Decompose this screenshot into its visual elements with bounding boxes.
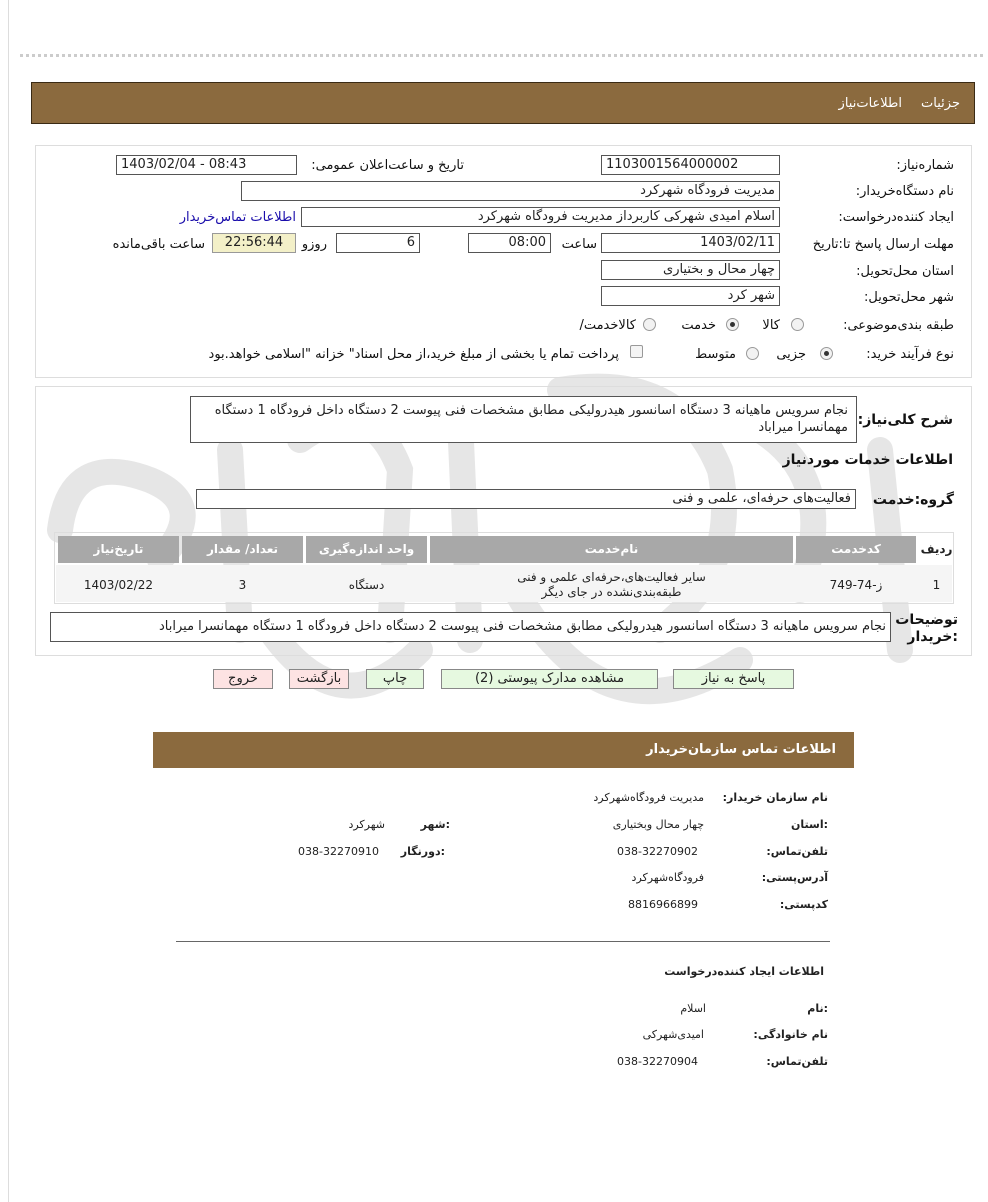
province-field: چهار محال و بختیاری: [601, 260, 780, 280]
header-bar: [31, 82, 975, 124]
page-left-rule: [8, 0, 9, 1202]
contact-address-value: فرودگاه‌شهرکرد: [631, 871, 704, 884]
category-radio-service[interactable]: [726, 318, 739, 331]
row-unit: دستگاه: [348, 578, 385, 592]
creator-phone-label: تلفن‌تماس:: [766, 1055, 828, 1068]
creator-family-value: امیدی‌شهرکی: [642, 1028, 704, 1041]
remaining-label: ساعت باقی‌مانده: [112, 237, 205, 252]
contact-province-value: چهار محال وبختیاری: [612, 818, 704, 831]
process-radio-medium[interactable]: [746, 347, 759, 360]
tab-details[interactable]: جزئیات: [921, 96, 960, 111]
row-need-date: 1403/02/22: [83, 578, 154, 592]
contact-fax-label: :دورنگار: [400, 845, 445, 858]
table-header-unit: واحد اندازه‌گیری: [306, 536, 427, 563]
contact-divider: [176, 941, 830, 942]
announce-date-field: 1403/02/04 - 08:43: [116, 155, 297, 175]
contact-postal-value: 8816966899: [628, 898, 698, 911]
remaining-time-field: 22:56:44: [212, 233, 296, 253]
print-button[interactable]: چاپ: [366, 669, 424, 689]
days-field: 6: [336, 233, 420, 253]
contact-city-label: :شهر: [420, 818, 450, 831]
contact-section-header: [153, 732, 854, 768]
tab-need-info[interactable]: اطلاعات‌نیاز: [838, 96, 902, 111]
creator-section-title: اطلاعات ایجاد کننده‌درخواست: [664, 965, 824, 978]
buyer-notes-text: نجام سرویس ماهیانه 3 دستگاه اسانسور هیدرولیکی مطابق مشخصات فنی پیوست 2 دستگاه داخل فرودگاه 1 دستگاه مهمانسرا میراباد: [50, 612, 891, 642]
process-option-minor: جزیی: [776, 347, 806, 362]
category-option-goods-service: کالاخدمت/: [579, 318, 636, 333]
view-attachments-button[interactable]: مشاهده مدارک پیوستی (2): [441, 669, 658, 689]
row-service-name-line2: طبقه‌بندی‌نشده در جای دیگر: [541, 585, 682, 599]
table-header-need-date: تاریخ‌نیاز: [58, 536, 179, 563]
table-header-service-name: نام‌خدمت: [430, 536, 793, 563]
back-button[interactable]: بازگشت: [289, 669, 349, 689]
exit-button[interactable]: خروج: [213, 669, 273, 689]
contact-org-label: نام سازمان خریدار:: [722, 791, 828, 804]
deadline-hour-label: ساعت: [561, 237, 597, 252]
contact-fax-value: 038-32270910: [298, 845, 379, 858]
process-radio-minor[interactable]: [820, 347, 833, 360]
treasury-payment-checkbox[interactable]: [630, 345, 643, 358]
deadline-label: مهلت ارسال پاسخ تا:تاریخ: [812, 237, 954, 252]
contact-city-value: شهرکرد: [348, 818, 385, 831]
buyer-org-label: نام دستگاه‌خریدار:: [855, 184, 954, 199]
category-label: طبقه بندی‌موضوعی:: [843, 318, 954, 333]
description-label: شرح کلی‌نیاز:: [857, 412, 953, 428]
contact-org-value: مدیریت فرودگاه‌شهرکرد: [593, 791, 704, 804]
group-field: فعالیت‌های حرفه‌ای، علمی و فنی: [196, 489, 856, 509]
contact-province-label: :استان: [791, 818, 828, 831]
row-service-name-line1: سایر فعالیت‌های،حرفه‌ای علمی و فنی: [517, 570, 706, 584]
buyer-notes-label-line1: توضیحات: [895, 612, 958, 628]
services-section-title: اطلاعات خدمات موردنیاز: [782, 452, 953, 468]
row-quantity: 3: [238, 578, 247, 592]
category-radio-goods[interactable]: [791, 318, 804, 331]
need-info-panel: [35, 145, 972, 378]
buyer-org-field: مدیریت فرودگاه شهرکرد: [241, 181, 780, 201]
city-label: شهر محل‌تحویل:: [864, 290, 954, 305]
creator-family-label: نام خانوادگی:: [753, 1028, 828, 1041]
reply-button[interactable]: پاسخ به نیاز: [673, 669, 794, 689]
buyer-contact-link[interactable]: اطلاعات تماس‌خریدار: [179, 210, 296, 225]
table-header-quantity: تعداد/ مقدار: [182, 536, 303, 563]
need-number-field: 1103001564000002: [601, 155, 780, 175]
contact-section-title: اطلاعات تماس سازمان‌خریدار: [646, 742, 836, 757]
row-service-code: ز-74-749: [829, 578, 883, 592]
category-radio-goods-service[interactable]: [643, 318, 656, 331]
group-label: گروه:خدمت: [872, 492, 954, 508]
top-dotted-divider: [20, 54, 983, 57]
province-label: استان محل‌تحویل:: [856, 264, 954, 279]
creator-phone-value: 038-32270904: [617, 1055, 698, 1068]
contact-address-label: آدرس‌پستی:: [761, 871, 828, 884]
description-text: نجام سرویس ماهیانه 3 دستگاه اسانسور هیدرولیکی مطابق مشخصات فنی پیوست 2 دستگاه داخل فرودگاه 1 دستگاه مهمانسرا میراباد: [190, 396, 857, 443]
days-label: روزو: [301, 237, 327, 252]
announce-label: تاریخ و ساعت‌اعلان عمومی:: [311, 158, 464, 173]
need-number-label: شماره‌نیاز:: [896, 158, 954, 173]
buyer-notes-label-line2: :خریدار: [907, 629, 958, 645]
contact-phone-value: 038-32270902: [617, 845, 698, 858]
deadline-hour-field: 08:00: [468, 233, 551, 253]
contact-postal-label: کد‌پستی:: [779, 898, 828, 911]
row-index: 1: [932, 578, 941, 592]
deadline-date-field: 1403/02/11: [601, 233, 780, 253]
requester-label: ایجاد کننده‌درخواست:: [838, 210, 954, 225]
city-field: شهر کرد: [601, 286, 780, 306]
process-label: نوع فرآیند خرید:: [866, 347, 954, 362]
process-option-medium: متوسط: [695, 347, 736, 362]
category-option-goods: کالا: [762, 318, 780, 333]
category-option-service: خدمت: [681, 318, 716, 333]
creator-name-label: :نام: [807, 1002, 828, 1015]
creator-name-value: اسلام: [680, 1002, 706, 1015]
contact-phone-label: تلفن‌تماس:: [766, 845, 828, 858]
treasury-payment-note: پرداخت تمام یا بخشی از مبلغ خرید،از محل اسناد" خزانه "اسلامی خواهد.بود: [208, 347, 619, 362]
table-header-row-number: ردیف: [920, 542, 953, 556]
requester-field: اسلام امیدی شهرکی کاربرداز مدیریت فرودگاه شهرکرد: [301, 207, 780, 227]
table-header-service-code: کدخدمت: [796, 536, 916, 563]
